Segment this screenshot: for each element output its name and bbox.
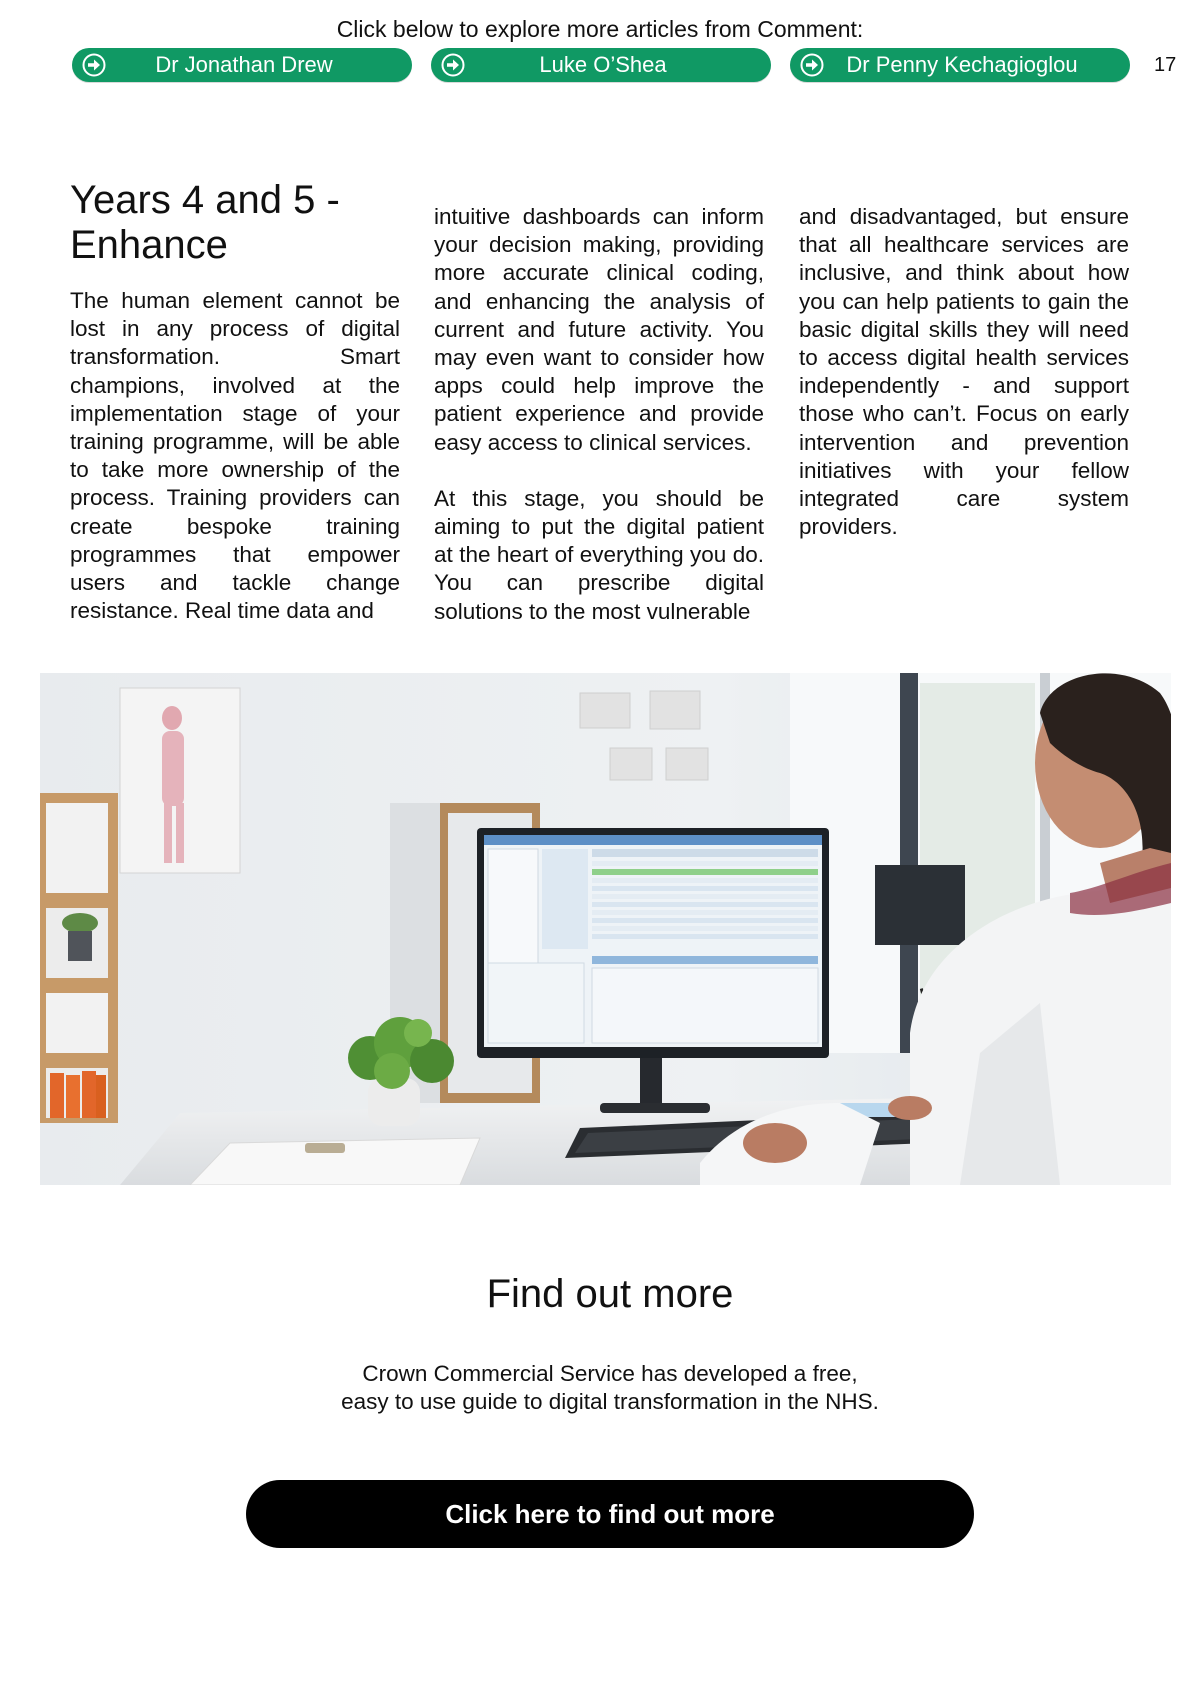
find-out-more-button[interactable]: Click here to find out more: [246, 1480, 974, 1548]
article-link-label: Dr Penny Kechagioglou: [846, 52, 1078, 77]
article-link-penny-kechagioglou[interactable]: [790, 48, 1130, 82]
column-1-paragraph: The human element cannot be lost in any process of digital transformation. Smart champions, involved at the implementation stage of your training programme, will be able to take more ownership of the process. Training providers can create bespoke training programmes that empower users and tackle change resistance. Real time data and: [70, 288, 400, 624]
article-column-1: [70, 287, 400, 625]
column-2-paragraph-1: intuitive dashboards can inform your decision making, providing more accurate clinical coding, and enhancing the analysis of current and future activity. You may even want to consider how apps could help improve the patient experience and provide easy access to clinical services.: [434, 204, 764, 455]
section-heading: Years 4 and 5 - Enhance: [70, 178, 340, 267]
arrow-right-circle-icon: [800, 53, 824, 77]
article-link-label: Luke O’Shea: [539, 52, 667, 77]
article-column-2: [434, 203, 764, 626]
page-number: 17: [1154, 54, 1177, 76]
find-out-more-body: Crown Commercial Service has developed a free, easy to use guide to digital transformation in the NHS.: [341, 1361, 879, 1414]
article-link-jonathan-drew[interactable]: [72, 48, 412, 82]
article-column-3: [799, 203, 1129, 541]
column-3-paragraph: and disadvantaged, but ensure that all healthcare services are inclusive, and think about how you can help patients to gain the basic digital skills they will need to access digital health services independently - and support those who can’t. Focus on early intervention and prevention initiatives with your fellow integrated care system providers.: [799, 204, 1129, 540]
column-2-paragraph-2: At this stage, you should be aiming to put the digital patient at the heart of everything you do. You can prescribe digital solutions to the most vulnerable: [434, 485, 764, 624]
article-link-label: Dr Jonathan Drew: [155, 52, 333, 77]
nav-caption: Click below to explore more articles from Comment:: [336, 16, 864, 42]
doctor-at-computer-photo: [40, 673, 1171, 1185]
arrow-right-circle-icon: [441, 53, 465, 77]
arrow-right-circle-icon: [82, 53, 106, 77]
find-out-more-title: Find out more: [486, 1272, 734, 1316]
article-link-luke-oshea[interactable]: [431, 48, 771, 82]
